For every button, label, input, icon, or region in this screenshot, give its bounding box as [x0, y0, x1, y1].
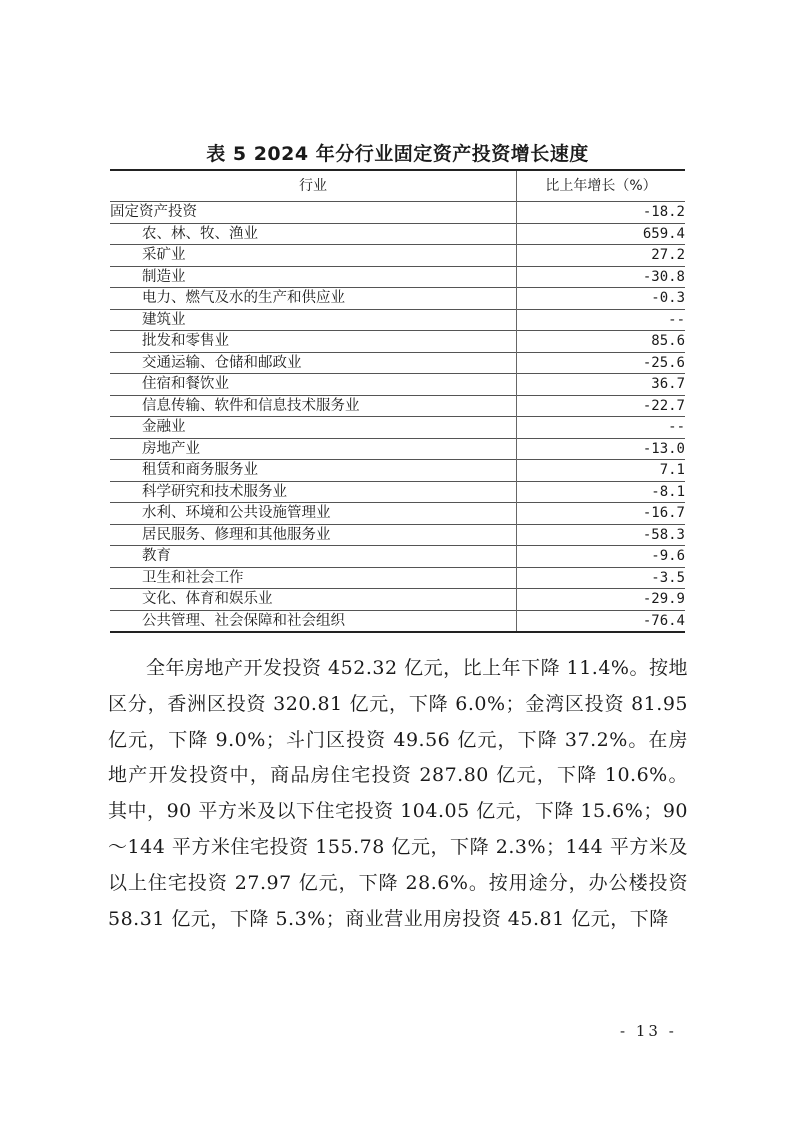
growth-cell: --: [668, 419, 685, 436]
growth-cell: 7.1: [659, 462, 685, 479]
table-header-row: [110, 170, 685, 202]
table-row: [110, 395, 685, 417]
growth-cell: -25.6: [642, 354, 685, 371]
industry-cell: 农、林、牧、渔业: [110, 223, 517, 245]
table-row: [110, 610, 685, 632]
header-industry: 行业: [110, 170, 517, 202]
growth-cell: -58.3: [642, 526, 685, 543]
industry-cell: 金融业: [110, 417, 517, 439]
industry-cell: 公共管理、社会保障和社会组织: [110, 610, 517, 632]
table-row: [110, 202, 685, 224]
table-row: [110, 223, 685, 245]
industry-cell: 电力、燃气及水的生产和供应业: [110, 288, 517, 310]
growth-cell: -9.6: [651, 548, 685, 565]
table-row: [110, 567, 685, 589]
table-row: [110, 546, 685, 568]
table-row: [110, 524, 685, 546]
industry-cell: 水利、环境和公共设施管理业: [110, 503, 517, 525]
table-row: [110, 481, 685, 503]
growth-cell: -16.7: [642, 505, 685, 522]
table-row: [110, 266, 685, 288]
industry-cell: 交通运输、仓储和邮政业: [110, 352, 517, 374]
table-row: [110, 309, 685, 331]
growth-cell: 85.6: [651, 333, 685, 350]
paragraph-real-estate: 全年房地产开发投资 452.32 亿元，比上年下降 11.4%。按地区分，香洲区投资 320.81 亿元，下降 6.0%；金湾区投资 81.95 亿元，下降 9.0%；斗门区投资 49.56 亿元，下降 37.2%。在房地产开发投资中，商品房住宅投资 287.80 亿元，下降 10.6%。其中，90 平方米及以下住宅投资 104.05 亿元，下降 15.6%；90～144 平方米住宅投资 155.78 亿元，下降 2.3%；144 平方米及以上住宅投资 27.97 亿元，下降 28.6%。按用途分，办公楼投资 58.31 亿元，下降 5.3%；商业营业用房投资 45.81 亿元，下降: [108, 657, 688, 930]
industry-cell: 采矿业: [110, 245, 517, 267]
table-row: [110, 503, 685, 525]
industry-cell: 制造业: [110, 266, 517, 288]
industry-cell: 住宿和餐饮业: [110, 374, 517, 396]
table-row: [110, 460, 685, 482]
table-row: [110, 245, 685, 267]
industry-cell: 建筑业: [110, 309, 517, 331]
growth-cell: -18.2: [642, 204, 685, 221]
industry-investment-table: [110, 169, 685, 633]
growth-cell: -76.4: [642, 612, 685, 629]
growth-cell: -30.8: [642, 268, 685, 285]
industry-cell: 教育: [110, 546, 517, 568]
table-row: [110, 589, 685, 611]
industry-cell: 固定资产投资: [110, 202, 517, 224]
growth-cell: --: [668, 311, 685, 328]
growth-cell: -3.5: [651, 569, 685, 586]
table-row: [110, 331, 685, 353]
table-row: [110, 374, 685, 396]
industry-cell: 信息传输、软件和信息技术服务业: [110, 395, 517, 417]
table-row: [110, 288, 685, 310]
table-title: 表 5 2024 年分行业固定资产投资增长速度: [206, 143, 589, 165]
industry-cell: 科学研究和技术服务业: [110, 481, 517, 503]
table-body: [110, 202, 685, 633]
industry-cell: 卫生和社会工作: [110, 567, 517, 589]
industry-cell: 批发和零售业: [110, 331, 517, 353]
industry-cell: 租赁和商务服务业: [110, 460, 517, 482]
growth-cell: -22.7: [642, 397, 685, 414]
table-row: [110, 352, 685, 374]
industry-cell: 房地产业: [110, 438, 517, 460]
table-row: [110, 438, 685, 460]
growth-cell: -0.3: [651, 290, 685, 307]
body-text: [108, 651, 688, 937]
growth-cell: -13.0: [642, 440, 685, 457]
industry-cell: 文化、体育和娱乐业: [110, 589, 517, 611]
table-row: [110, 417, 685, 439]
header-growth: 比上年增长（%）: [545, 178, 657, 194]
page-number: - 13 -: [620, 1022, 677, 1040]
growth-cell: -8.1: [651, 483, 685, 500]
growth-cell: 36.7: [651, 376, 685, 393]
growth-cell: 27.2: [651, 247, 685, 264]
growth-cell: 659.4: [642, 225, 685, 242]
industry-cell: 居民服务、修理和其他服务业: [110, 524, 517, 546]
growth-cell: -29.9: [642, 591, 685, 608]
